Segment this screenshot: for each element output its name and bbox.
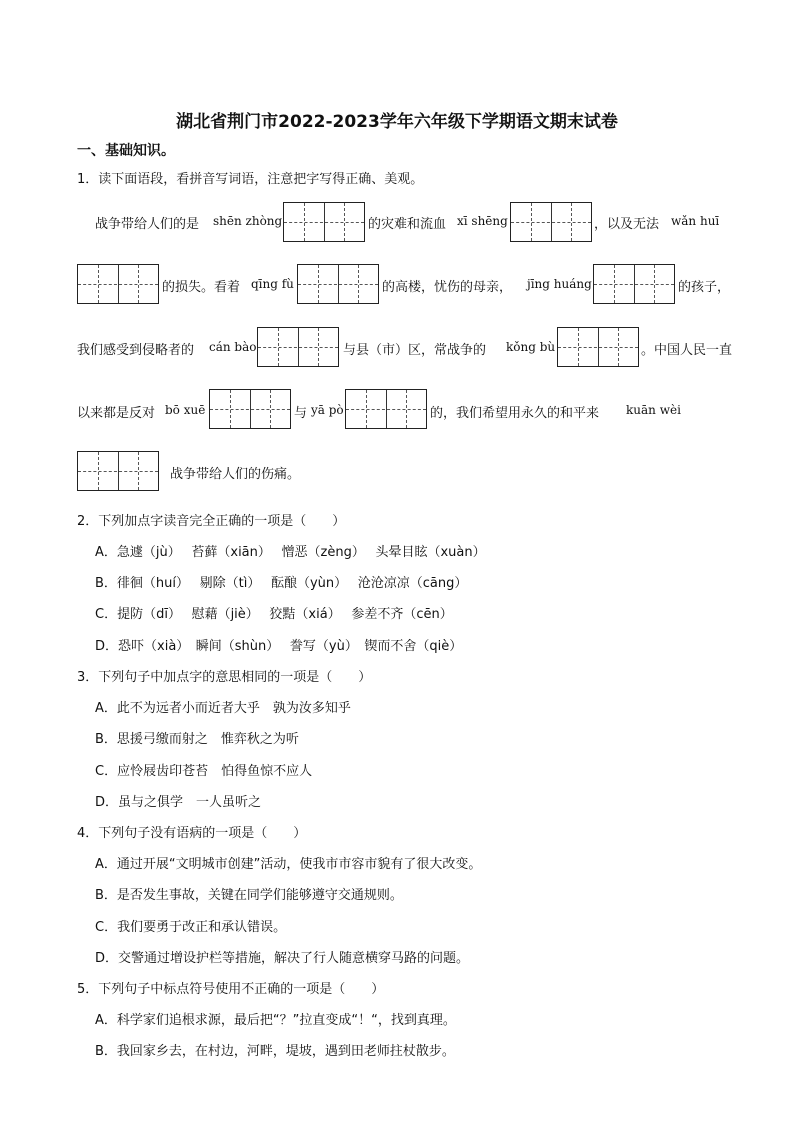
q1-pinyin: wǎn huī <box>671 214 720 228</box>
q1-text: 的损失。看着 <box>162 280 241 295</box>
q1-text: 的高楼，忧伤的母亲， <box>382 280 513 295</box>
question-3-option[interactable]: B．思援弓缴而射之 惟弈秋之为听 <box>95 732 299 747</box>
answer-box[interactable] <box>297 264 379 304</box>
question-2-option[interactable]: B．徘徊（huí） 剔除（tì） 酝酿（yùn） 沧沧凉凉（cāng） <box>95 576 468 591</box>
question-3-option[interactable]: A．此不为远者小而近者大乎 孰为汝多知乎 <box>95 701 351 716</box>
q1-pinyin: shēn zhòng <box>213 214 283 228</box>
q1-text: 的，我们希望用永久的和平来 <box>430 406 600 421</box>
q1-text: 的灾难和流血 <box>368 217 447 232</box>
answer-box[interactable] <box>283 202 365 242</box>
question-4-option[interactable]: C．我们要勇于改正和承认错误。 <box>95 920 287 935</box>
page-title: 湖北省荆门市2022-2023学年六年级下学期语文期末试卷 <box>176 112 618 132</box>
answer-box[interactable] <box>557 327 639 367</box>
q1-pinyin: qīng fù <box>251 277 294 291</box>
question-4-option[interactable]: A．通过开展“文明城市创建”活动，使我市市容市貌有了很大改变。 <box>95 857 482 872</box>
question-4-option[interactable]: D．交警通过增设护栏等措施，解决了行人随意横穿马路的问题。 <box>95 951 470 966</box>
section-heading-basic-knowledge: 一、基础知识。 <box>77 143 175 159</box>
question-4-stem: 4．下列句子没有语病的一项是（ ） <box>77 826 307 841</box>
q1-pinyin: kuān wèi <box>626 403 681 417</box>
question-2-option[interactable]: D．恐吓（xià） 瞬间（shùn） 誊写（yù） 锲而不舍（qiè） <box>95 639 463 654</box>
question-5-stem: 5．下列句子中标点符号使用不正确的一项是（ ） <box>77 982 385 997</box>
q1-text: 战争带给人们的伤痛。 <box>170 467 301 482</box>
question-2-stem: 2．下列加点字读音完全正确的一项是（ ） <box>77 514 346 529</box>
q1-pinyin: cán bào <box>209 340 257 354</box>
q1-text: 的孩子， <box>678 280 731 295</box>
question-5-option[interactable]: A．科学家们追根求源，最后把“？”拉直变成“！“，找到真理。 <box>95 1013 456 1028</box>
q1-text: 战争带给人们的是 <box>95 217 200 232</box>
question-3-stem: 3．下列句子中加点字的意思相同的一项是（ ） <box>77 670 372 685</box>
answer-box[interactable] <box>345 389 427 429</box>
q1-text: 以来都是反对 <box>77 406 156 421</box>
q1-pinyin: yā pò <box>311 403 344 417</box>
answer-box[interactable] <box>257 327 339 367</box>
answer-box[interactable] <box>77 264 159 304</box>
q1-text: 与 <box>294 406 308 421</box>
answer-box[interactable] <box>510 202 592 242</box>
question-5-option[interactable]: B．我回家乡去，在村边，河畔，堤坡，遇到田老师拄杖散步。 <box>95 1044 455 1059</box>
answer-box[interactable] <box>209 389 291 429</box>
q1-pinyin: bō xuē <box>165 403 206 417</box>
question-2-option[interactable]: C．提防（dī） 慰藉（jiè） 狡黠（xiá） 参差不齐（cēn） <box>95 607 453 622</box>
q1-pinyin: kǒng bù <box>506 340 556 354</box>
q1-pinyin: jīng huáng <box>527 277 592 291</box>
answer-box[interactable] <box>593 264 675 304</box>
question-1-stem: 1．读下面语段，看拼音写词语，注意把字写得正确、美观。 <box>77 172 424 187</box>
question-3-option[interactable]: D．虽与之俱学 一人虽听之 <box>95 795 262 810</box>
question-2-option[interactable]: A．急遽（jù） 苔藓（xiān） 憎恶（zèng） 头晕目眩（xuàn） <box>95 545 486 560</box>
q1-text: ，以及无法 <box>594 217 660 232</box>
q1-pinyin: xī shēng <box>457 214 508 228</box>
q1-text: 我们感受到侵略者的 <box>77 343 195 358</box>
question-4-option[interactable]: B．是否发生事故，关键在同学们能够遵守交通规则。 <box>95 888 403 903</box>
q1-text: 。中国人民一直 <box>641 343 733 358</box>
answer-box[interactable] <box>77 451 159 491</box>
question-3-option[interactable]: C．应怜屐齿印苍苔 怕得鱼惊不应人 <box>95 764 313 779</box>
q1-text: 与县（市）区，常战争的 <box>343 343 487 358</box>
